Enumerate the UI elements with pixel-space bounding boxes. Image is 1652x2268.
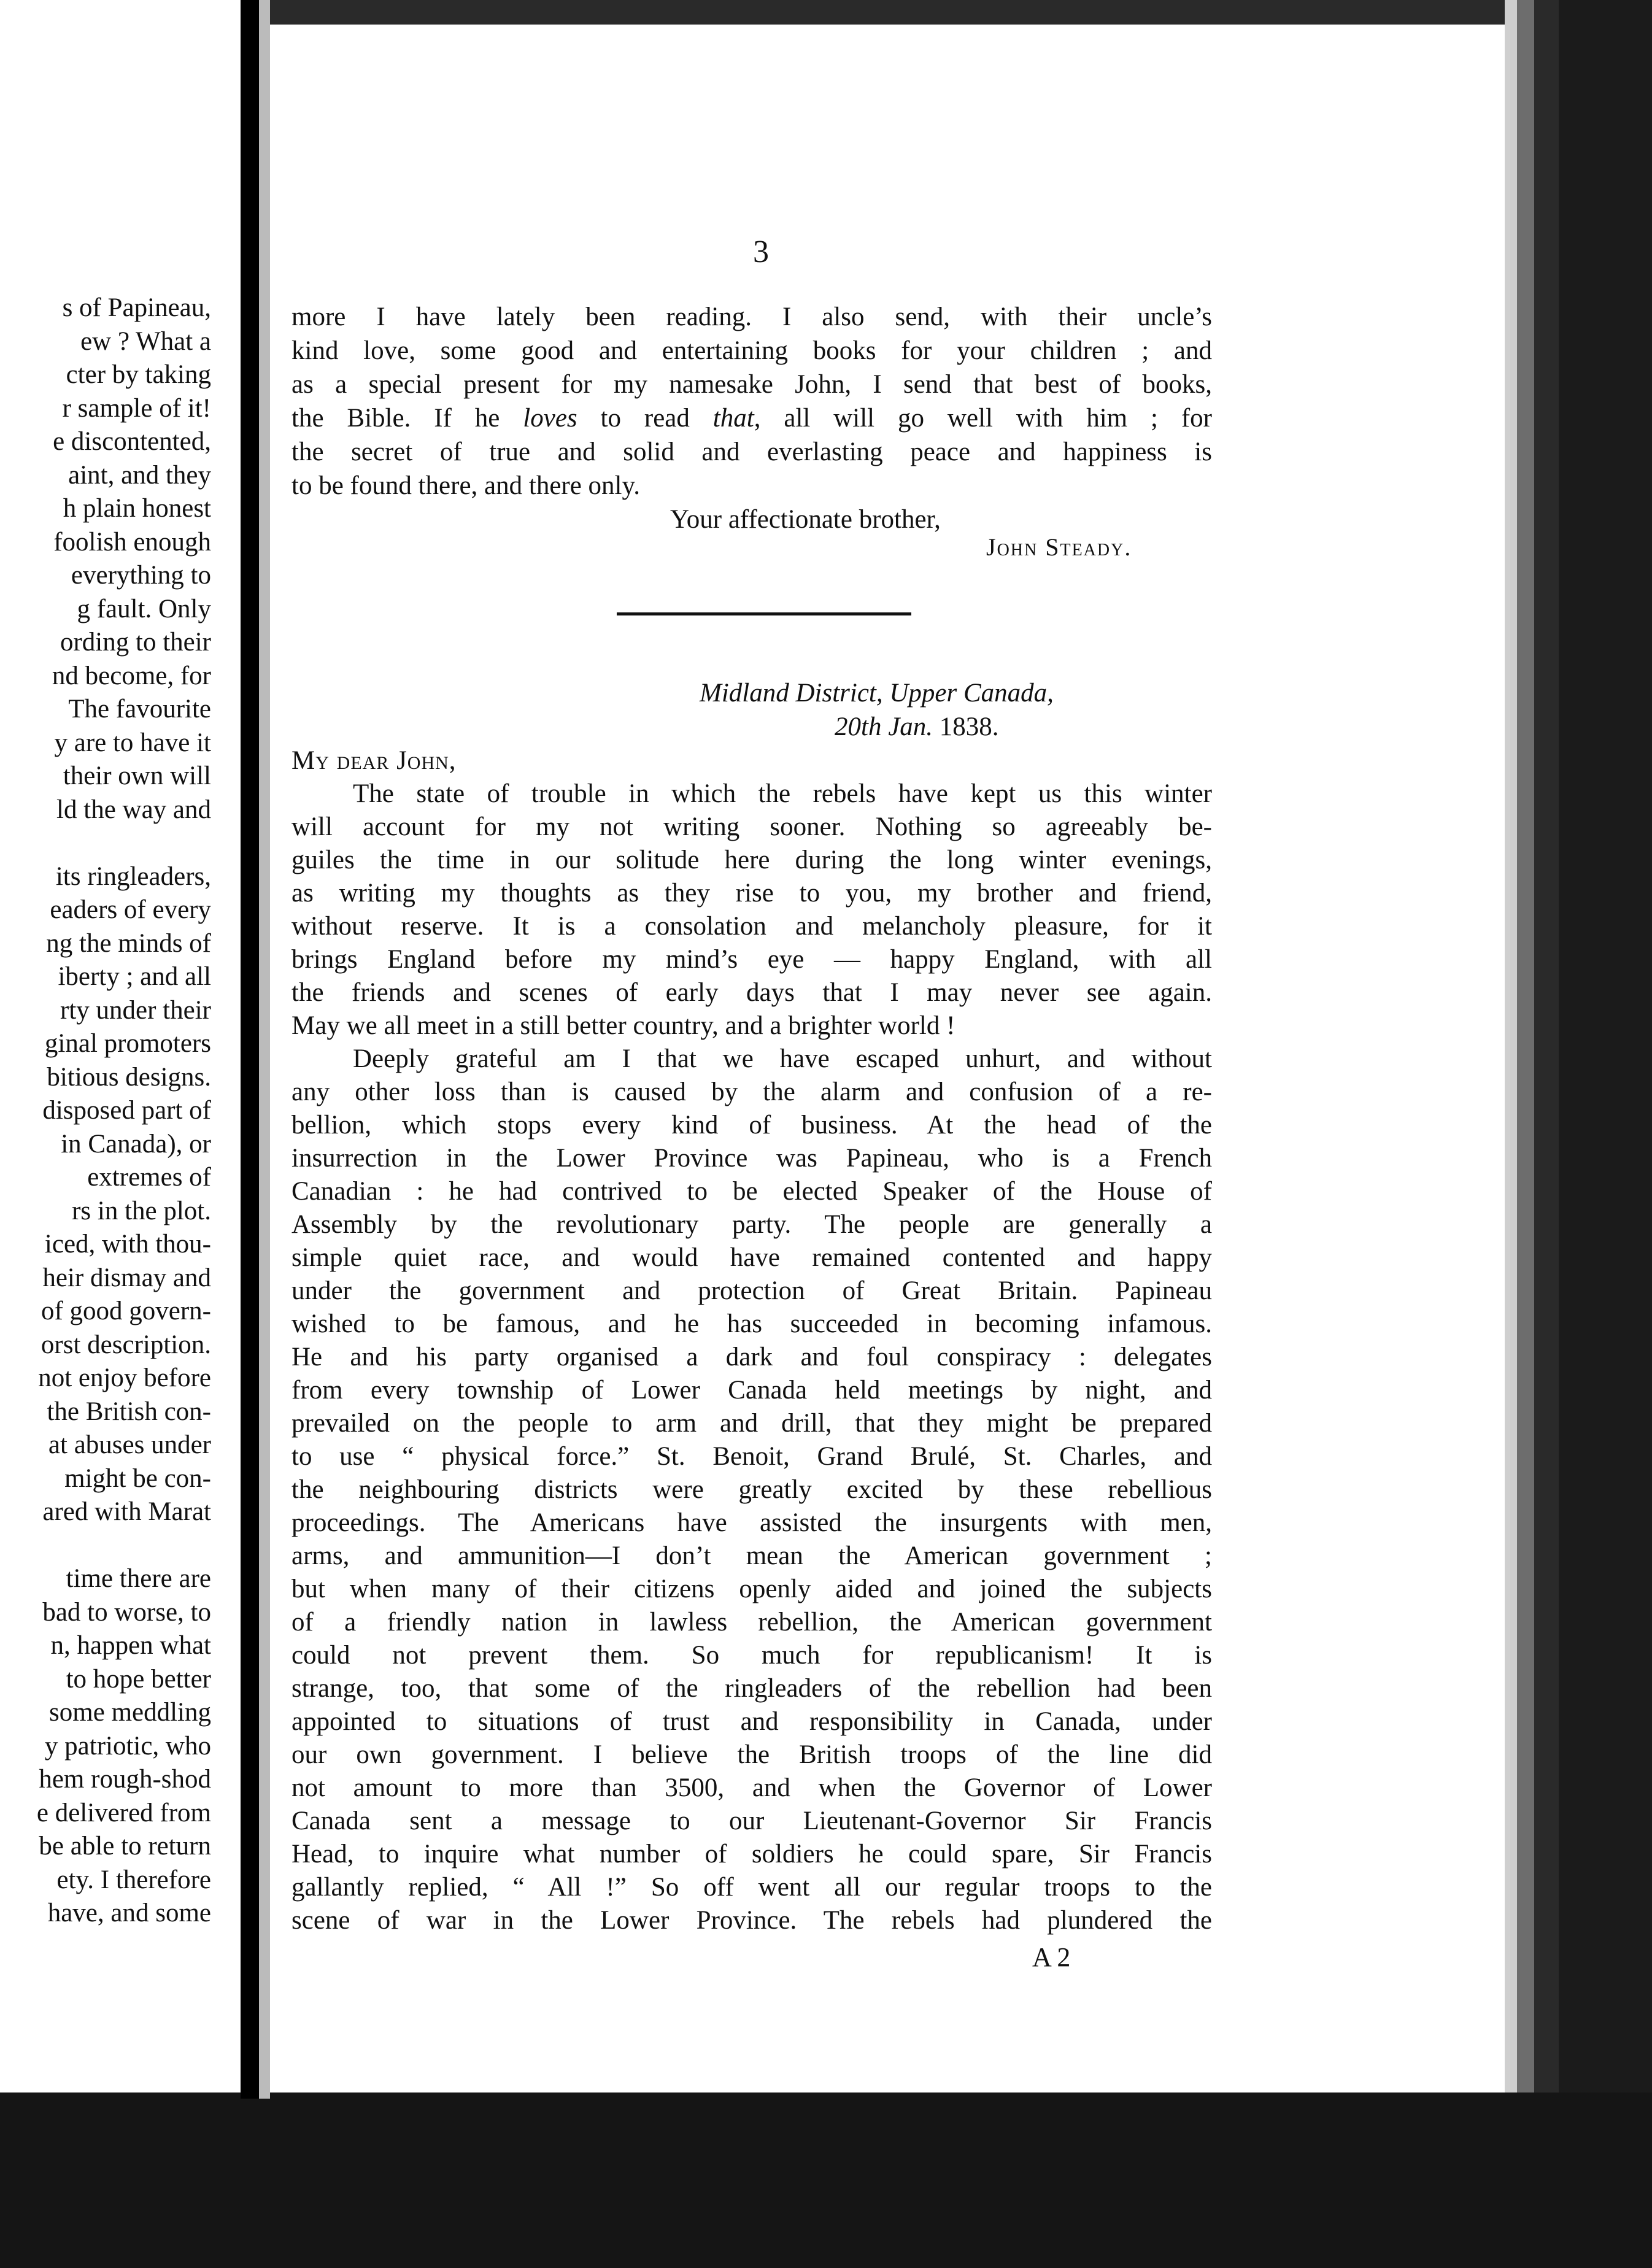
letter2-line: Head, to inquire what number of soldiers he could spare, Sir Francis xyxy=(291,1840,1212,1869)
left-page-line: ginal promoters xyxy=(44,1029,211,1058)
letter2-line: The state of trouble in which the rebels have kept us this winter xyxy=(353,779,1212,808)
letter2-line: bellion, which stops every kind of business. At the head of the xyxy=(291,1111,1212,1140)
letter2-line: to use “ physical force.” St. Benoit, Grand Brulé, St. Charles, and xyxy=(291,1442,1212,1471)
letter1-line: to be found there, and there only. xyxy=(291,471,640,500)
letter2-line: arms, and ammunition—I don’t mean the American government ; xyxy=(291,1541,1212,1570)
page-edge xyxy=(1505,0,1517,2268)
letter2-line: Deeply grateful am I that we have escaped unhurt, and without xyxy=(353,1044,1212,1073)
letter2-line: our own government. I believe the British troops of the line did xyxy=(291,1740,1212,1769)
letter2-line: under the government and protection of Great Britain. Papineau xyxy=(291,1276,1212,1305)
section-divider xyxy=(617,612,911,615)
page-edge-gray xyxy=(1516,0,1534,2268)
letter1-line: kind love, some good and entertaining books for your children ; and xyxy=(291,336,1212,365)
letter1-line: more I have lately been reading. I also send, with their uncle’s xyxy=(291,303,1212,331)
left-page-line: iced, with thou- xyxy=(44,1230,211,1259)
left-page-line: aint, and they xyxy=(68,460,211,490)
left-page-line: some meddling xyxy=(49,1698,211,1727)
letter1-line: the secret of true and solid and everlasting peace and happiness is xyxy=(291,438,1212,466)
left-page-line: of good govern- xyxy=(41,1297,211,1325)
letter2-line: Assembly by the revolutionary party. The people are generally a xyxy=(291,1210,1212,1239)
letter1-line: as a special present for my namesake John, I send that best of books, xyxy=(291,370,1212,399)
left-page-line: everything to xyxy=(71,561,211,590)
letter2-line: proceedings. The Americans have assisted the insurgents with men, xyxy=(291,1508,1212,1537)
signature: John Steady. xyxy=(986,533,1132,561)
letter2-line: appointed to situations of trust and responsibility in Canada, under xyxy=(291,1707,1212,1736)
left-page-line: foolish enough xyxy=(53,527,211,557)
letter2-line: simple quiet race, and would have remained contented and happy xyxy=(291,1243,1212,1272)
left-page-line: extremes of xyxy=(87,1163,211,1192)
letter2-line: gallantly replied, “ All !” So off went all our regular troops to the xyxy=(291,1873,1212,1902)
left-page-line: not enjoy before xyxy=(38,1364,211,1392)
left-page-line: disposed part of xyxy=(42,1096,211,1125)
letter2-line: wished to be famous, and he has succeeded in becoming infamous. xyxy=(291,1310,1212,1338)
letter2-line: insurrection in the Lower Province was Papineau, who is a French xyxy=(291,1144,1212,1173)
left-page-line: eaders of every xyxy=(50,895,211,924)
left-page-fragment xyxy=(0,295,221,1951)
left-page-line: rs in the plot. xyxy=(72,1196,211,1225)
letter2-line: but when many of their citizens openly aided and joined the subjects xyxy=(291,1575,1212,1603)
left-page-line: g fault. Only xyxy=(77,594,211,623)
salutation: My dear John, xyxy=(291,746,457,775)
signature-mark: A 2 xyxy=(1032,1942,1071,1972)
left-page-line: to hope better xyxy=(66,1664,211,1694)
letter2-line: Canadian : he had contrived to be elected Speaker of the House of xyxy=(291,1177,1212,1206)
left-page-line: nd become, for xyxy=(52,661,211,690)
left-page-line: bitious designs. xyxy=(47,1062,211,1092)
book-spine-gutter xyxy=(241,0,259,2099)
left-page-line: at abuses under xyxy=(48,1430,211,1459)
scan-border-top xyxy=(245,0,1534,25)
letter2-line: any other loss than is caused by the alarm and confusion of a re- xyxy=(291,1078,1212,1106)
left-page-line: in Canada), or xyxy=(61,1129,211,1159)
left-page-line: have, and some xyxy=(47,1899,211,1927)
letter2-line: guiles the time in our solitude here during the long winter evenings, xyxy=(291,846,1212,874)
letter2-line: without reserve. It is a consolation and melancholy pleasure, for it xyxy=(291,912,1212,941)
letter2-line: will account for my not writing sooner. Nothing so agreeably be- xyxy=(291,812,1212,841)
letter1-line: the Bible. If he loves to read that, all will go well with him ; for xyxy=(291,404,1213,433)
left-page-line: their own will xyxy=(63,762,211,790)
left-page-line: ety. I therefore xyxy=(56,1865,211,1894)
letter2-date: 20th Jan. 1838. xyxy=(835,712,999,741)
closing: Your affectionate brother, xyxy=(670,505,941,534)
gutter-shadow xyxy=(259,0,270,2099)
letter2-line: the friends and scenes of early days that I may never see again. xyxy=(291,978,1212,1007)
left-page-line: ording to their xyxy=(60,628,211,657)
letter2-line: prevailed on the people to arm and drill, that they might be prepared xyxy=(291,1409,1212,1438)
left-page-line: y patriotic, who xyxy=(44,1731,211,1761)
letter2-line: strange, too, that some of the ringleaders of the rebellion had been xyxy=(291,1674,1212,1703)
left-page-line: iberty ; and all xyxy=(58,962,211,991)
left-page-line: The favourite xyxy=(68,695,211,723)
letter2-line: not amount to more than 3500, and when the Governor of Lower xyxy=(291,1773,1212,1802)
letter2-line: scene of war in the Lower Province. The rebels had plundered the xyxy=(291,1906,1212,1935)
letter2-line: the neighbouring districts were greatly excited by these rebellious xyxy=(291,1475,1212,1504)
left-page-line: h plain honest xyxy=(63,494,211,523)
left-page-line: be able to return xyxy=(39,1832,211,1861)
letter2-line: He and his party organised a dark and foul conspiracy : delegates xyxy=(291,1343,1212,1371)
left-page-line: hem rough-shod xyxy=(39,1765,211,1794)
scan-border-right xyxy=(1559,0,1652,2268)
left-page-line: y are to have it xyxy=(54,728,211,757)
letter2-line: from every township of Lower Canada held meetings by night, and xyxy=(291,1376,1212,1405)
letter2-line: as writing my thoughts as they rise to you, my brother and friend, xyxy=(291,879,1212,908)
left-page-line: orst description. xyxy=(41,1330,211,1359)
left-page-line: n, happen what xyxy=(50,1631,211,1660)
letter2-line: of a friendly nation in lawless rebellion, the American government xyxy=(291,1608,1212,1637)
left-page-line: might be con- xyxy=(64,1464,211,1493)
left-page-line: ng the minds of xyxy=(46,928,211,958)
left-page-line: its ringleaders, xyxy=(55,862,211,891)
left-page-line: ew ? What a xyxy=(80,326,211,356)
left-page-line: cter by taking xyxy=(66,360,211,389)
letter2-line: Canada sent a message to our Lieutenant-Governor Sir Francis xyxy=(291,1807,1212,1835)
left-page-line: e discontented, xyxy=(53,427,211,456)
page-edge-shadow xyxy=(1534,0,1559,2268)
left-page-line: s of Papineau, xyxy=(62,295,211,322)
left-page-line: rty under their xyxy=(60,995,211,1025)
letter2-place: Midland District, Upper Canada, xyxy=(700,679,1054,708)
scan-border-bottom xyxy=(0,2092,1652,2268)
letter2-line: brings England before my mind’s eye — happy England, with all xyxy=(291,945,1212,974)
left-page-line: heir dismay and xyxy=(42,1263,211,1292)
letter2-line: May we all meet in a still better country, and a brighter world ! xyxy=(291,1011,955,1040)
left-page-line: r sample of it! xyxy=(62,393,211,423)
left-page-line: bad to worse, to xyxy=(42,1597,211,1627)
left-page-line: time there are xyxy=(66,1564,211,1593)
left-page-line: ld the way and xyxy=(56,795,211,824)
left-page-line: e delivered from xyxy=(36,1798,211,1827)
left-page-line: ared with Marat xyxy=(42,1497,211,1526)
left-page-line: the British con- xyxy=(47,1397,211,1426)
page-number: 3 xyxy=(753,234,769,269)
letter2-line: could not prevent them. So much for republicanism! It is xyxy=(291,1641,1212,1670)
